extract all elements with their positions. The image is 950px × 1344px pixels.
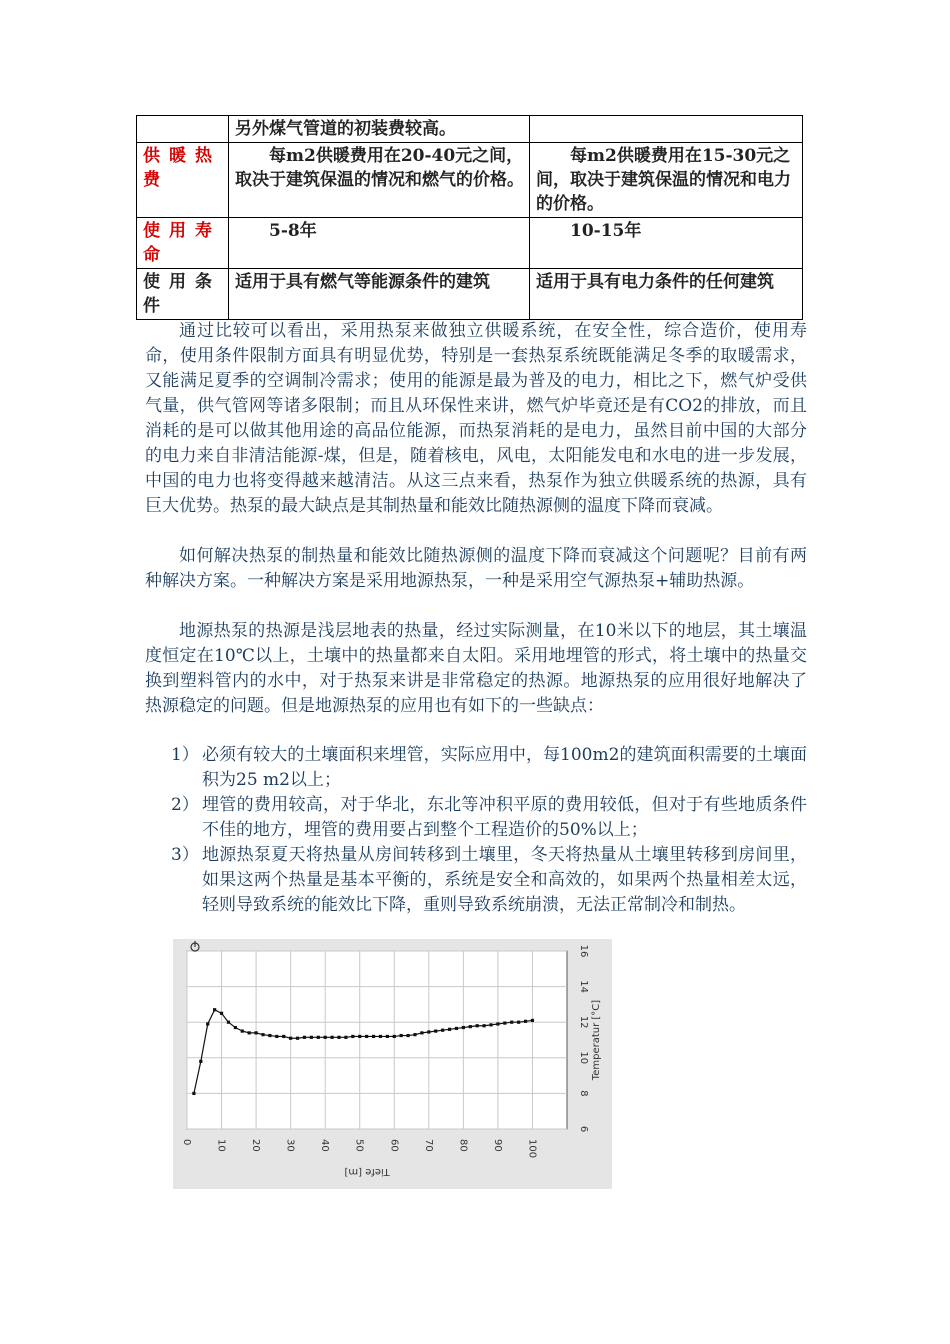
- list-item-number: 1）: [171, 745, 199, 765]
- row-label: [137, 116, 229, 143]
- gas-boiler-cell: 适用于具有燃气等能源条件的建筑: [229, 269, 530, 320]
- data-point: [213, 1008, 216, 1011]
- temperature-depth-chart: [173, 939, 612, 1189]
- data-point: [524, 1020, 527, 1023]
- data-point: [248, 1031, 251, 1034]
- paragraph-2: [145, 544, 807, 594]
- data-point: [351, 1035, 354, 1038]
- data-point: [282, 1035, 285, 1038]
- heat-pump-cell: 每m2供暖费用在15-30元之间，取决于建筑保温的情况和电力的价格。: [530, 143, 803, 218]
- table-row: [137, 218, 803, 269]
- data-point: [199, 1060, 202, 1063]
- data-point: [482, 1024, 485, 1027]
- data-point: [330, 1036, 333, 1039]
- list-item-text: 埋管的费用较高，对于华北，东北等冲积平原的费用较低，但对于有些地质条件不佳的地方，埋管的费用要占到整个工程造价的50%以上；: [202, 795, 807, 840]
- data-point: [310, 1036, 313, 1039]
- table-row: [137, 116, 803, 143]
- y-tick-label: 16: [578, 944, 589, 958]
- y-tick-label: 12: [578, 1015, 589, 1029]
- data-point: [455, 1027, 458, 1030]
- x-tick-label: 40: [319, 1139, 331, 1152]
- data-point: [393, 1035, 396, 1038]
- data-point: [241, 1030, 244, 1033]
- heat-pump-cell: 适用于具有电力条件的任何建筑: [530, 269, 803, 320]
- data-point: [476, 1024, 479, 1027]
- data-point: [510, 1021, 513, 1024]
- list-item-number: 3）: [171, 845, 199, 865]
- data-point: [379, 1035, 382, 1038]
- x-tick-label: 10: [215, 1139, 227, 1152]
- data-point: [254, 1031, 257, 1034]
- data-point: [268, 1034, 271, 1037]
- data-point: [503, 1021, 506, 1024]
- data-point: [220, 1012, 223, 1015]
- data-point: [324, 1036, 327, 1039]
- data-point: [420, 1031, 423, 1034]
- x-tick-label: 30: [284, 1139, 296, 1152]
- data-point: [372, 1035, 375, 1038]
- list-item-text: 必须有较大的土壤面积来埋管，实际应用中，每100m2的建筑面积需要的土壤面积为25 m2以上；: [202, 745, 807, 790]
- data-point: [427, 1030, 430, 1033]
- data-point: [496, 1022, 499, 1025]
- data-point: [365, 1035, 368, 1038]
- list-item: [145, 743, 807, 793]
- paragraph-3: [145, 619, 807, 719]
- x-tick-label: 100: [526, 1139, 538, 1159]
- list-item: [145, 843, 807, 918]
- data-point: [400, 1034, 403, 1037]
- x-tick-label: 0: [181, 1139, 192, 1146]
- y-tick-label: 10: [578, 1051, 589, 1065]
- x-tick-label: 20: [250, 1139, 262, 1152]
- chart-svg: [173, 939, 612, 1189]
- x-tick-label: 70: [422, 1139, 434, 1152]
- table-row: [137, 143, 803, 218]
- data-point: [344, 1036, 347, 1039]
- data-point: [441, 1029, 444, 1032]
- data-point: [234, 1026, 237, 1029]
- data-point: [227, 1021, 230, 1024]
- data-point: [275, 1035, 278, 1038]
- data-point: [192, 1092, 195, 1095]
- data-point: [289, 1037, 292, 1040]
- data-point: [386, 1035, 389, 1038]
- gas-boiler-cell: 另外煤气管道的初装费较高。: [229, 116, 530, 143]
- row-label: 使用寿命: [137, 218, 229, 269]
- drawback-list: [145, 743, 807, 918]
- y-tick-label: 14: [578, 980, 589, 993]
- heat-pump-cell: [530, 116, 803, 143]
- data-point: [358, 1035, 361, 1038]
- data-point: [462, 1026, 465, 1029]
- plot-area: [187, 951, 567, 1129]
- data-point: [413, 1033, 416, 1036]
- data-point: [531, 1019, 534, 1022]
- row-label: 使用条件: [137, 269, 229, 320]
- x-tick-label: 90: [491, 1139, 503, 1152]
- data-point: [406, 1034, 409, 1037]
- x-tick-label: 50: [353, 1139, 365, 1152]
- list-item: [145, 793, 807, 843]
- table-row: [137, 269, 803, 320]
- data-point: [434, 1030, 437, 1033]
- x-axis-label: Tiefe [m]: [344, 1166, 390, 1177]
- gas-boiler-cell: 每m2供暖费用在20-40元之间，取决于建筑保温的情况和燃气的价格。: [229, 143, 530, 218]
- paragraph-1-text: 通过比较可以看出，采用热泵来做独立供暖系统，在安全性，综合造价，使用寿命，使用条件限制方面具有明显优势，特别是一套热泵系统既能满足冬季的取暖需求，又能满足夏季的空调制冷需求；使用的能源是最为普及的电力，相比之下，燃气炉受供气量，供气管网等诸多限制；而且从环保性来讲，燃气炉毕竟还是有CO2的排放，而且消耗的是可以做其他用途的高品位能源，而热泵消耗的是电力，虽然目前中国的大部分的电力来自非清洁能源-煤，但是，随着核电，风电，太阳能发电和水电的进一步发展，中国的电力也将变得越来越清洁。从这三点来看，热泵作为独立供暖系统的热源，具有巨大优势。热泵的最大缺点是其制热量和能效比随热源侧的温度下降而衰减。: [145, 321, 807, 516]
- data-point: [517, 1021, 520, 1024]
- x-tick-label: 60: [388, 1139, 400, 1152]
- row-label: 供暖热费: [137, 143, 229, 218]
- data-point: [303, 1036, 306, 1039]
- comparison-table: [136, 115, 803, 320]
- list-item-text: 地源热泵夏天将热量从房间转移到土壤里，冬天将热量从土壤里转移到房间里，如果这两个热量是基本平衡的，系统是安全和高效的，如果两个热量相差太远，轻则导致系统的能效比下降，重则导致系统崩溃，无法正常制冷和制热。: [202, 845, 807, 915]
- data-point: [206, 1022, 209, 1025]
- y-tick-label: 8: [578, 1090, 589, 1097]
- data-point: [261, 1033, 264, 1036]
- data-point: [489, 1023, 492, 1026]
- data-point: [448, 1028, 451, 1031]
- list-item-number: 2）: [171, 795, 199, 815]
- paragraph-1: [145, 319, 807, 519]
- paragraph-2-text: 如何解决热泵的制热量和能效比随热源侧的温度下降而衰减这个问题呢？目前有两种解决方案。一种解决方案是采用地源热泵，一种是采用空气源热泵+辅助热源。: [145, 546, 807, 591]
- data-point: [337, 1036, 340, 1039]
- data-point: [296, 1037, 299, 1040]
- data-point: [317, 1036, 320, 1039]
- gas-boiler-cell: 5-8年: [229, 218, 530, 269]
- heat-pump-cell: 10-15年: [530, 218, 803, 269]
- paragraph-3-text: 地源热泵的热源是浅层地表的热量，经过实际测量，在10米以下的地层，其土壤温度恒定在10℃以上，土壤中的热量都来自太阳。采用地埋管的形式，将土壤中的热量交换到塑料管内的水中，对于热泵来讲是非常稳定的热源。地源热泵的应用很好地解决了热源稳定的问题。但是地源热泵的应用也有如下的一些缺点：: [145, 621, 807, 716]
- x-tick-label: 80: [457, 1139, 469, 1152]
- y-axis-label: Temperatur [°C]: [591, 999, 602, 1081]
- data-point: [469, 1025, 472, 1028]
- y-tick-label: 6: [578, 1125, 589, 1133]
